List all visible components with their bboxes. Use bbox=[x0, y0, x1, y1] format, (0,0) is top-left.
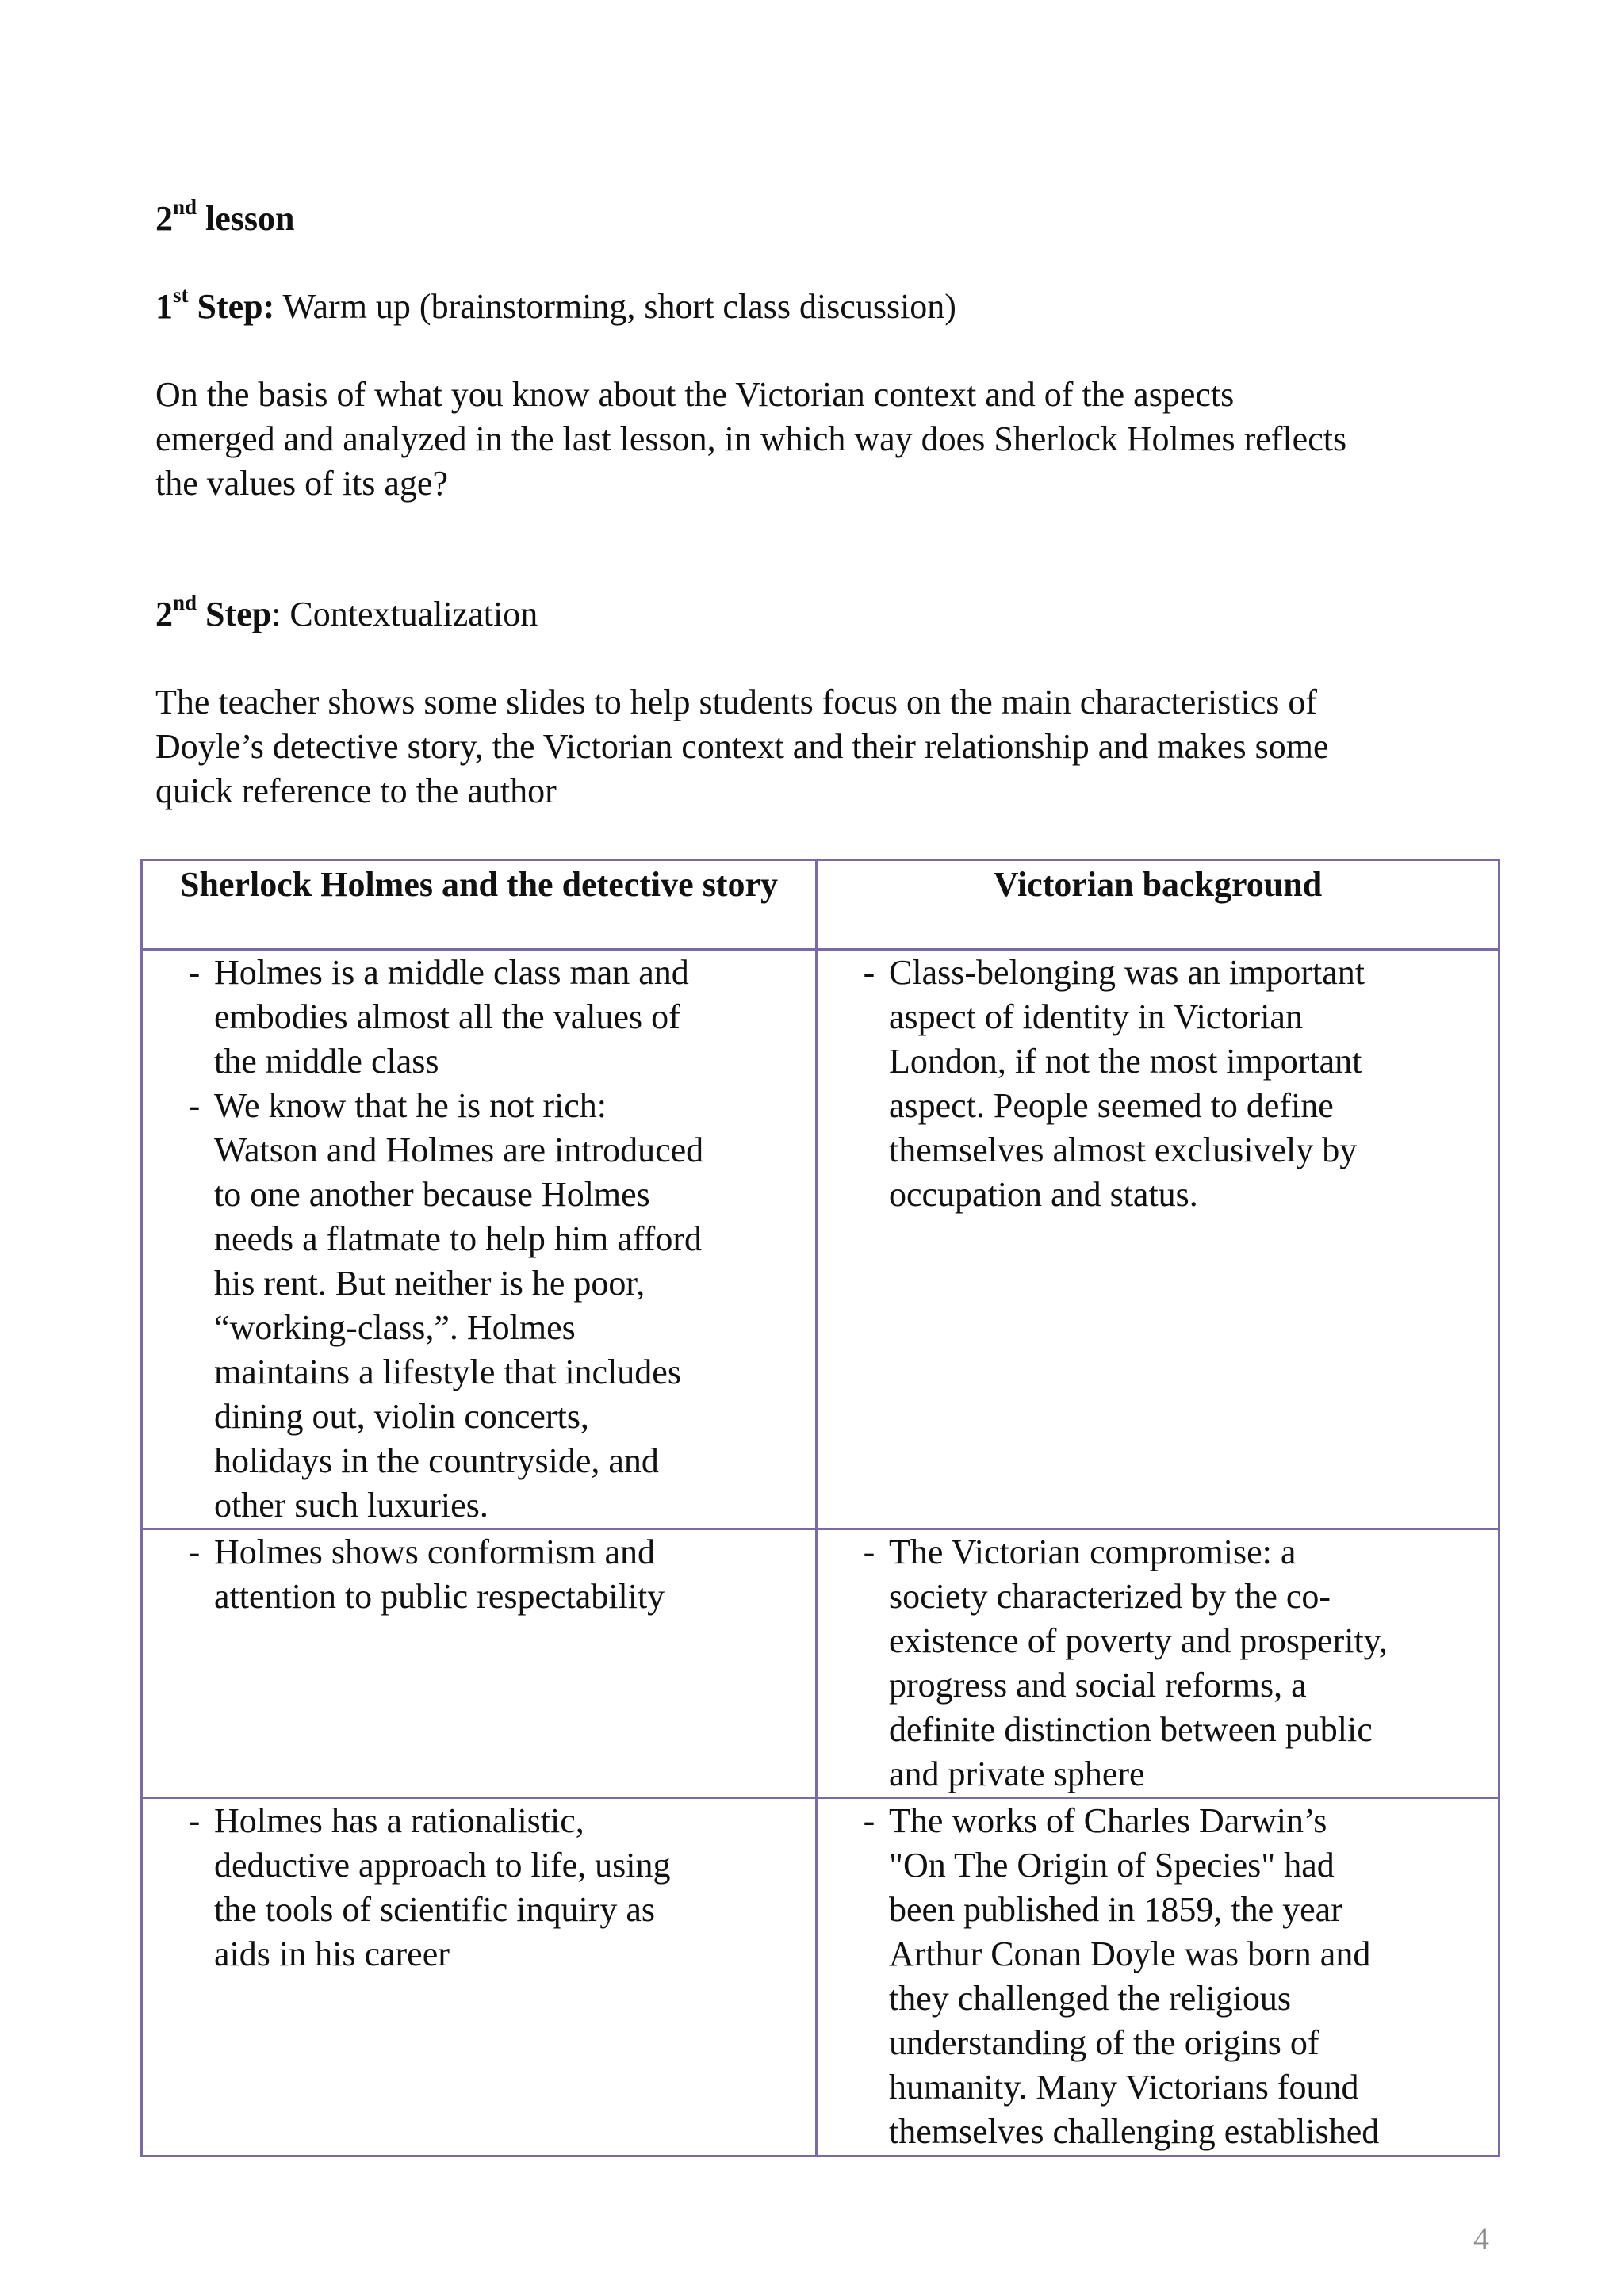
step1-number-suffix: st bbox=[173, 283, 189, 308]
step2-text: : Contextualization bbox=[271, 595, 538, 633]
description-line: The teacher shows some slides to help students focus on the main characteristics of bbox=[155, 683, 1318, 721]
bullet-dash: - bbox=[863, 1801, 875, 1840]
table-cell-right bbox=[817, 1529, 1500, 1798]
bullet-dash: - bbox=[188, 1086, 201, 1125]
step1-number: 1 bbox=[155, 287, 173, 326]
bullet-item: - Class-belonging was an important aspect of identity in Victorian London, if not the most important aspect. People seemed to define themselves almost exclusively by occupation and status. bbox=[818, 951, 1485, 1217]
warmup-question bbox=[155, 373, 1503, 506]
question-line: On the basis of what you know about the Victorian context and of the aspects bbox=[155, 375, 1235, 414]
table-cell-left bbox=[142, 1798, 817, 2156]
step2-number: 2 bbox=[155, 595, 173, 633]
bullet-item: - Holmes is a middle class man and embodies almost all the values of the middle class bbox=[143, 951, 802, 1084]
header-victorian-background: Victorian background bbox=[817, 860, 1500, 950]
comparison-table bbox=[140, 859, 1500, 2157]
bullet-dash: - bbox=[188, 953, 201, 992]
bullet-dash: - bbox=[188, 1533, 201, 1571]
bullet-dash: - bbox=[863, 1533, 875, 1571]
step2-heading bbox=[155, 592, 538, 637]
step2-number-suffix: nd bbox=[173, 591, 197, 615]
table-cell-left bbox=[142, 950, 817, 1529]
bullet-item: - The Victorian compromise: a society characterized by the co- existence of poverty and prosperity, progress and social reforms, a definite distinction between public and private sphere bbox=[818, 1530, 1485, 1797]
table-cell-right bbox=[817, 950, 1500, 1529]
bullet-item: - Holmes has a rationalistic, deductive approach to life, using the tools of scientific inquiry as aids in his career bbox=[143, 1799, 802, 1976]
page-number: 4 bbox=[1473, 2221, 1489, 2256]
bullet-item: - The works of Charles Darwin’s "On The Origin of Species" had been published in 1859, the year Arthur Conan Doyle was born and they challenged the religious understanding of the origins of humanity. Many Victorians found themselves challenging established bbox=[818, 1799, 1485, 2154]
step2-label: Step bbox=[205, 595, 272, 633]
bullet-item: - Holmes shows conformism and attention to public respectability bbox=[143, 1530, 802, 1619]
header-detective-story: Sherlock Holmes and the detective story bbox=[142, 860, 817, 950]
step1-heading bbox=[155, 285, 956, 329]
bullet-dash: - bbox=[863, 953, 875, 992]
description-line: quick reference to the author bbox=[155, 771, 557, 810]
step1-text: Warm up (brainstorming, short class discussion) bbox=[282, 287, 956, 326]
table-cell-right bbox=[817, 1798, 1500, 2156]
table-header-row bbox=[142, 860, 1500, 950]
table-row bbox=[142, 950, 1500, 1529]
lesson-number-suffix: nd bbox=[173, 195, 197, 220]
lesson-word: lesson bbox=[205, 199, 295, 238]
bullet-item: - We know that he is not rich: Watson and Holmes are introduced to one another because Holmes needs a flatmate to help him afford his rent. But neither is he poor, “working-class,”. Holmes maintains a lifestyle that includes dining out, violin concerts, holidays in the countryside, and other such luxuries. bbox=[143, 1084, 802, 1528]
question-line: the values of its age? bbox=[155, 464, 448, 503]
question-line: emerged and analyzed in the last lesson, in which way does Sherlock Holmes reflects bbox=[155, 419, 1347, 458]
lesson-number: 2 bbox=[155, 199, 173, 238]
table-row bbox=[142, 1529, 1500, 1798]
table-cell-left bbox=[142, 1529, 817, 1798]
contextualization-description bbox=[155, 680, 1503, 813]
step1-label: Step: bbox=[197, 287, 275, 326]
lesson-heading bbox=[155, 197, 295, 241]
bullet-dash: - bbox=[188, 1801, 201, 1840]
table-row bbox=[142, 1798, 1500, 2156]
description-line: Doyle’s detective story, the Victorian context and their relationship and makes some bbox=[155, 727, 1329, 766]
